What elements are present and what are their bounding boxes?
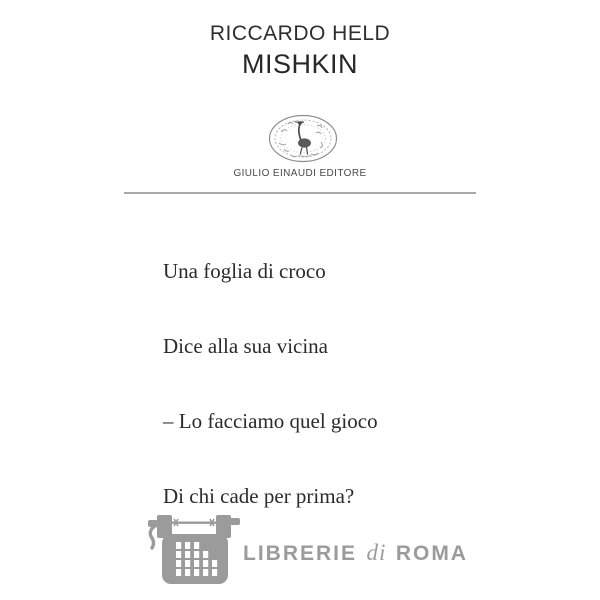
- poem-line: Di chi cade per prima?: [163, 484, 355, 508]
- librerie-di-roma-wordmark: [243, 541, 468, 565]
- brand-roma: ROMA: [395, 542, 468, 565]
- typewriter-icon: [146, 506, 242, 586]
- book-title: MISHKIN: [241, 49, 358, 79]
- brand-di: di: [366, 540, 387, 565]
- poem-line: Una foglia di croco: [163, 259, 326, 283]
- poem-line: Dice alla sua vicina: [163, 334, 329, 358]
- brand-librerie: LIBRERIE: [243, 542, 358, 565]
- publisher-name: GIULIO EINAUDI EDITORE: [233, 168, 367, 179]
- author-name: RICCARDO HELD: [209, 22, 391, 45]
- poem-line: – Lo facciamo quel gioco: [163, 409, 378, 433]
- einaudi-ostrich-emblem-icon: [267, 113, 339, 165]
- divider-rule: [124, 192, 476, 194]
